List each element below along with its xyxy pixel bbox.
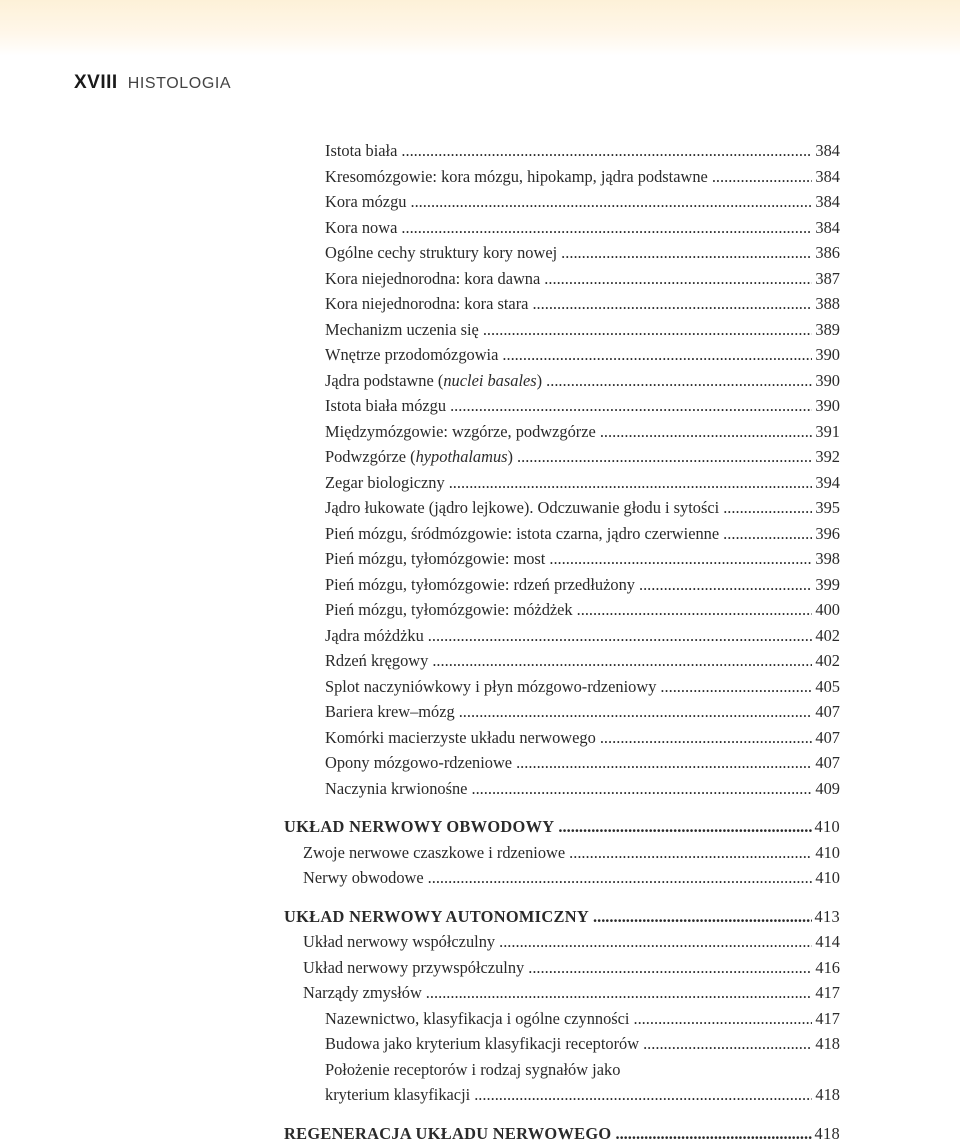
- dot-leader: [546, 368, 812, 394]
- dot-leader: [660, 674, 812, 700]
- dot-leader: [502, 342, 812, 368]
- running-head: [74, 72, 231, 94]
- toc-entry-title: Jądra podstawne (nuclei basales): [325, 368, 542, 394]
- dot-leader: [577, 597, 813, 623]
- toc-entry-title: Kora niejednorodna: kora dawna: [325, 266, 540, 292]
- toc-entry-title: Komórki macierzyste układu nerwowego: [325, 725, 596, 751]
- toc-entry-title: Bariera krew–mózg: [325, 699, 455, 725]
- toc-page-number: 384: [815, 189, 840, 215]
- toc-entry-title: Pień mózgu, tyłomózgowie: rdzeń przedłużony: [325, 572, 635, 598]
- toc-entry-title: Zwoje nerwowe czaszkowe i rdzeniowe: [303, 840, 565, 866]
- dot-leader: [532, 291, 812, 317]
- dot-leader: [517, 444, 812, 470]
- toc-entry-title: Opony mózgowo-rdzeniowe: [325, 750, 512, 776]
- toc-page-number: 392: [815, 444, 840, 470]
- toc-page-number: 402: [815, 623, 840, 649]
- dot-leader: [449, 470, 813, 496]
- toc-entry[interactable]: [284, 138, 840, 164]
- toc-entry[interactable]: [284, 368, 840, 394]
- toc-page-number: 414: [815, 929, 840, 955]
- toc-page-number: 390: [815, 342, 840, 368]
- toc-entry[interactable]: [284, 317, 840, 343]
- toc-entry[interactable]: [284, 674, 840, 700]
- header-band: [0, 0, 960, 56]
- toc-page-number: 390: [815, 393, 840, 419]
- book-title: HISTOLOGIA: [128, 75, 232, 93]
- toc-entry-title: Splot naczyniówkowy i płyn mózgowo-rdzeniowy: [325, 674, 656, 700]
- toc-entry[interactable]: [284, 776, 840, 802]
- toc-page-number: 389: [815, 317, 840, 343]
- dot-leader: [428, 623, 813, 649]
- toc-entry[interactable]: [284, 725, 840, 751]
- toc-entry[interactable]: [284, 164, 840, 190]
- toc-page-number: 399: [815, 572, 840, 598]
- dot-leader: [569, 840, 812, 866]
- toc-entry[interactable]: [284, 1121, 840, 1146]
- toc-entry[interactable]: [284, 1057, 840, 1083]
- dot-leader: [723, 495, 812, 521]
- dot-leader: [558, 814, 811, 840]
- toc-entry-title: Układ nerwowy przywspółczulny: [303, 955, 524, 981]
- toc-entry[interactable]: [284, 929, 840, 955]
- dot-leader: [474, 1082, 812, 1108]
- dot-leader: [499, 929, 812, 955]
- dot-leader: [401, 138, 812, 164]
- toc-page-number: 407: [815, 725, 840, 751]
- toc-entry-title: Zegar biologiczny: [325, 470, 445, 496]
- toc-page-number: 410: [815, 865, 840, 891]
- toc-entry[interactable]: [284, 955, 840, 981]
- dot-leader: [528, 955, 812, 981]
- dot-leader: [643, 1031, 812, 1057]
- toc-entry-title: Pień mózgu, tyłomózgowie: most: [325, 546, 545, 572]
- toc-entry-title: REGENERACJA UKŁADU NERWOWEGO: [284, 1121, 611, 1146]
- dot-leader: [426, 980, 813, 1006]
- toc-entry-title: Narządy zmysłów: [303, 980, 422, 1006]
- toc-entry[interactable]: [284, 495, 840, 521]
- toc-page-number: 418: [815, 1121, 841, 1146]
- toc-page-number: 395: [815, 495, 840, 521]
- dot-leader: [712, 164, 813, 190]
- toc-page-number: 390: [815, 368, 840, 394]
- toc-entry-title: Jądro łukowate (jądro lejkowe). Odczuwanie głodu i sytości: [325, 495, 719, 521]
- toc-page-number: 386: [815, 240, 840, 266]
- toc-entry[interactable]: [284, 291, 840, 317]
- toc-entry-title: Kora niejednorodna: kora stara: [325, 291, 528, 317]
- dot-leader: [593, 904, 811, 930]
- toc-entry-title: Jądra móżdżku: [325, 623, 424, 649]
- toc-entry[interactable]: [284, 470, 840, 496]
- dot-leader: [483, 317, 813, 343]
- toc-entry-title: UKŁAD NERWOWY AUTONOMICZNY: [284, 904, 589, 930]
- toc-entry[interactable]: [284, 597, 840, 623]
- toc-entry-title: Wnętrze przodomózgowia: [325, 342, 498, 368]
- toc-entry[interactable]: [284, 699, 840, 725]
- dot-leader: [432, 648, 812, 674]
- toc-entry[interactable]: [284, 215, 840, 241]
- toc-page-number: 407: [815, 699, 840, 725]
- toc-entry-title: Położenie receptorów i rodzaj sygnałów jako: [325, 1057, 620, 1083]
- toc-page-number: 417: [815, 980, 840, 1006]
- dot-leader: [516, 750, 812, 776]
- toc-page-number: 416: [815, 955, 840, 981]
- toc-entry-title: Kora nowa: [325, 215, 397, 241]
- toc-entry[interactable]: [284, 1031, 840, 1057]
- toc-entry-title: Nazewnictwo, klasyfikacja i ogólne czynności: [325, 1006, 629, 1032]
- toc-entry-title: Rdzeń kręgowy: [325, 648, 428, 674]
- dot-leader: [600, 419, 813, 445]
- toc-page-number: 384: [815, 138, 840, 164]
- toc-entry[interactable]: [284, 750, 840, 776]
- dot-leader: [544, 266, 812, 292]
- toc-entry[interactable]: [284, 189, 840, 215]
- toc-page-number: 398: [815, 546, 840, 572]
- toc-entry[interactable]: [284, 572, 840, 598]
- toc-entry[interactable]: [284, 1082, 840, 1108]
- toc-entry-title: Istota biała: [325, 138, 397, 164]
- dot-leader: [633, 1006, 812, 1032]
- dot-leader: [428, 865, 813, 891]
- toc-entry[interactable]: [284, 840, 840, 866]
- toc-entry[interactable]: [284, 266, 840, 292]
- toc-entry-title: Pień mózgu, tyłomózgowie: móżdżek: [325, 597, 573, 623]
- toc-entry-title: Układ nerwowy współczulny: [303, 929, 495, 955]
- dot-leader: [549, 546, 812, 572]
- toc-page-number: 413: [815, 904, 841, 930]
- dot-leader: [450, 393, 812, 419]
- toc-entry-title: Międzymózgowie: wzgórze, podwzgórze: [325, 419, 596, 445]
- toc-page-number: 418: [815, 1031, 840, 1057]
- toc-entry[interactable]: [284, 865, 840, 891]
- toc-entry-title: Kora mózgu: [325, 189, 406, 215]
- toc-entry[interactable]: [284, 419, 840, 445]
- dot-leader: [615, 1121, 811, 1146]
- dot-leader: [410, 189, 812, 215]
- toc-entry[interactable]: [284, 546, 840, 572]
- toc-page-number: 402: [815, 648, 840, 674]
- toc-entry-title: Naczynia krwionośne: [325, 776, 467, 802]
- toc-page-number: 400: [815, 597, 840, 623]
- toc-entry[interactable]: [284, 980, 840, 1006]
- toc-page-number: 384: [815, 164, 840, 190]
- toc-page-number: 409: [815, 776, 840, 802]
- dot-leader: [639, 572, 812, 598]
- dot-leader: [471, 776, 812, 802]
- toc-page-number: 394: [815, 470, 840, 496]
- toc-entry[interactable]: [284, 342, 840, 368]
- toc-entry-title: Podwzgórze (hypothalamus): [325, 444, 513, 470]
- toc-page-number: 418: [815, 1082, 840, 1108]
- toc-entry-title: kryterium klasyfikacji: [325, 1082, 470, 1108]
- toc-page-number: 410: [815, 840, 840, 866]
- table-of-contents: [284, 138, 840, 1146]
- toc-entry[interactable]: [284, 393, 840, 419]
- toc-entry-title: Pień mózgu, śródmózgowie: istota czarna, jądro czerwienne: [325, 521, 719, 547]
- toc-page-number: 384: [815, 215, 840, 241]
- toc-entry[interactable]: [284, 444, 840, 470]
- toc-entry[interactable]: [284, 814, 840, 840]
- toc-entry-title: Nerwy obwodowe: [303, 865, 424, 891]
- toc-entry-title: Ogólne cechy struktury kory nowej: [325, 240, 557, 266]
- dot-leader: [401, 215, 812, 241]
- toc-entry[interactable]: [284, 1006, 840, 1032]
- toc-entry[interactable]: [284, 240, 840, 266]
- toc-entry-title: Mechanizm uczenia się: [325, 317, 479, 343]
- toc-entry[interactable]: [284, 648, 840, 674]
- toc-entry-title: UKŁAD NERWOWY OBWODOWY: [284, 814, 554, 840]
- toc-entry[interactable]: [284, 623, 840, 649]
- toc-entry-title: Kresomózgowie: kora mózgu, hipokamp, jądra podstawne: [325, 164, 708, 190]
- dot-leader: [561, 240, 812, 266]
- dot-leader: [459, 699, 813, 725]
- toc-page-number: 417: [815, 1006, 840, 1032]
- toc-page-number: 410: [815, 814, 841, 840]
- toc-page-number: 396: [815, 521, 840, 547]
- toc-page-number: 405: [815, 674, 840, 700]
- toc-page-number: 407: [815, 750, 840, 776]
- page-number: XVIII: [74, 72, 118, 94]
- dot-leader: [600, 725, 813, 751]
- toc-entry-title: Budowa jako kryterium klasyfikacji receptorów: [325, 1031, 639, 1057]
- toc-entry[interactable]: [284, 521, 840, 547]
- toc-page-number: 387: [815, 266, 840, 292]
- dot-leader: [723, 521, 812, 547]
- toc-entry-title: Istota biała mózgu: [325, 393, 446, 419]
- toc-entry[interactable]: [284, 904, 840, 930]
- toc-page-number: 388: [815, 291, 840, 317]
- toc-page-number: 391: [815, 419, 840, 445]
